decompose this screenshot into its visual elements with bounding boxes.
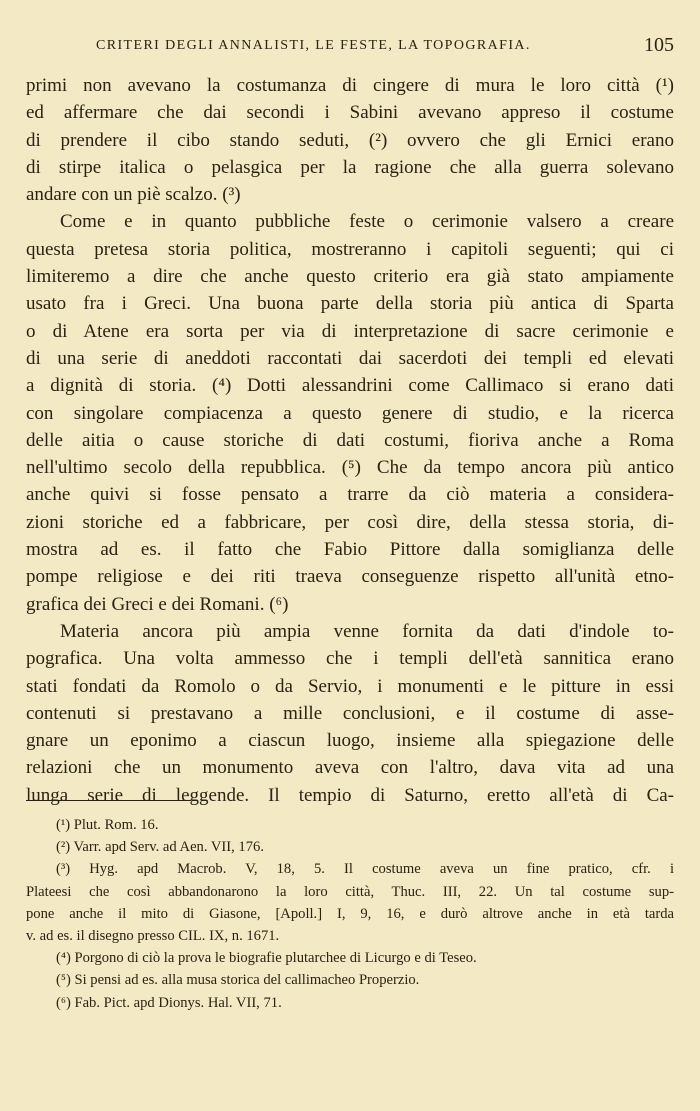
text-line: stati fondati da Romolo o da Servio, i monumenti e le pitture in essi [26,675,674,697]
footnote-4: (⁴) Porgono di ciò la prova le biografie plutarchee di Licurgo e di Teseo. [56,950,477,967]
text-line: o di Atene era sorta per via di interpretazione di sacre cerimonie e [26,320,674,342]
text-line: con singolare compiacenza a questo genere di studio, e la ricerca [26,402,674,424]
footnote-3 [26,858,674,947]
text-line: relazioni che un monumento aveva con l'altro, dava vita ad una [26,757,674,779]
footnote-line: Plateesi che così abbandonarono la loro città, Thuc. III, 22. Un tal costume sup- [26,883,674,900]
text-line: a dignità di storia. (⁴) Dotti alessandrini come Callimaco si erano dati [26,375,674,397]
footnote-6: (⁶) Fab. Pict. apd Dionys. Hal. VII, 71. [56,994,282,1011]
text-line: mostra ad es. il fatto che Fabio Pittore dalla somiglianza delle [26,539,674,561]
footnote-2: (²) Varr. apd Serv. ad Aen. VII, 176. [56,839,264,856]
footnote-separator [26,800,191,801]
text-line: usato fra i Greci. Una buona parte della storia più antica di Sparta [26,293,674,315]
text-line: ed affermare che dai secondi i Sabini avevano appreso il costume [26,102,674,124]
text-line: questa pretesa storia politica, mostreranno i capitoli seguenti; qui ci [26,238,674,260]
text-line: primi non avevano la costumanza di cingere di mura le loro città (¹) [26,75,674,96]
text-line: contenuti si prestavano a mille conclusioni, e il costume di asse- [26,702,674,724]
footnote-line: (³) Hyg. apd Macrob. V, 18, 5. Il costume aveva un fine pratico, cfr. i [56,861,674,878]
text-line: pografica. Una volta ammesso che i templi dell'età sannitica erano [26,648,674,670]
text-line: limiteremo a dire che anche questo criterio era già stato ampiamente [26,266,674,288]
text-line: di stirpe italica o pelasgica per la ragione che alla guerra solevano [26,156,674,178]
text-line: andare con un piè scalzo. (³) [26,184,241,206]
text-line: gnare un eponimo a ciascun luogo, insieme alla spiegazione delle [26,730,674,752]
text-line: Come e in quanto pubbliche feste o cerimonie valsero a creare [60,211,674,233]
text-line: di prendere il cibo stando seduti, (²) ovvero che gli Ernici erano [26,129,674,151]
page-number: 105 [644,34,674,56]
footnote-line: v. ad es. il disegno presso CIL. IX, n. 1671. [26,928,280,945]
footnote-1: (¹) Plut. Rom. 16. [56,817,159,833]
text-line: pompe religiose e dei riti traeva conseguenze rispetto all'unità etno- [26,566,674,588]
text-line: Materia ancora più ampia venne fornita da dati d'indole to- [60,620,674,642]
paragraph-3 [26,618,674,809]
body-text [26,72,674,809]
paragraph-1 [26,72,674,208]
paragraph-2 [26,208,674,617]
page-header [26,34,674,58]
footnotes [26,814,674,1014]
text-line: anche quivi si fosse pensato a trarre da ciò materia a considera- [26,484,674,506]
footnote-line: pone anche il mito di Giasone, [Apoll.] I, 9, 16, e durò altrove anche in età tarda [26,905,674,922]
text-line: delle aitia o cause storiche di dati costumi, fioriva anche a Roma [26,429,674,451]
text-line: zioni storiche ed a fabbricare, per così dire, della stessa storia, di- [26,511,674,533]
text-line: lunga serie di leggende. Il tempio di Saturno, eretto all'età di Ca- [26,784,674,806]
text-line: grafica dei Greci e dei Romani. (⁶) [26,593,289,615]
running-title: CRITERI DEGLI ANNALISTI, LE FESTE, LA TOPOGRAFIA. [96,38,531,53]
text-line: di una serie di aneddoti raccontati dai sacerdoti dei templi ed elevati [26,347,674,369]
text-line: nell'ultimo secolo della repubblica. (⁵) Che da tempo ancora più antico [26,457,674,479]
footnote-5: (⁵) Si pensi ad es. alla musa storica del callimacheo Properzio. [56,972,420,989]
